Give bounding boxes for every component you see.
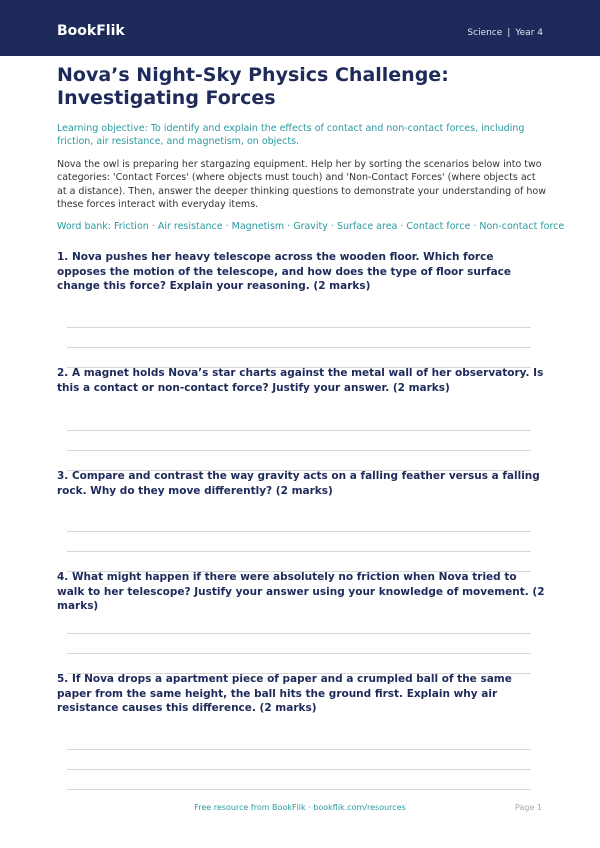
separator: |	[507, 28, 511, 38]
answer-line[interactable]	[67, 347, 531, 348]
page-title: Nova’s Night-Sky Physics Challenge: Investigating Forces	[57, 64, 449, 109]
intro-paragraph: Nova the owl is preparing her stargazing equipment. Help her by sorting the scenarios below into two categories: 'Contact Forces' (where objects must touch) and 'Non-Contact Forces' (where objects act at a distance). Then, answer the deeper thinking questions to demonstrate your understanding of how these forces interact with everyday items.	[57, 159, 546, 211]
subject-year-label	[467, 27, 543, 39]
question-1: 1. Nova pushes her heavy telescope across the wooden floor. Which force opposes the motion of the telescope, and how does the type of floor surface change this force? Explain your reasoning. (2 marks)	[57, 251, 512, 292]
answer-line[interactable]	[67, 327, 531, 328]
answer-line[interactable]	[67, 633, 531, 634]
footer-credit: Free resource from BookFlik · bookflik.com/resources	[194, 803, 406, 812]
answer-line[interactable]	[67, 789, 531, 790]
question-2: 2. A magnet holds Nova’s star charts against the metal wall of her observatory. Is this a contact or non-contact force? Justify your answer. (2 marks)	[57, 367, 544, 394]
answer-line[interactable]	[67, 531, 531, 532]
year-label: Year 4	[515, 28, 543, 38]
header-bar	[0, 0, 600, 56]
question-5: 5. If Nova drops a apartment piece of paper and a crumpled ball of the same paper from the same height, the ball hits the ground first. Explain why air resistance causes this difference. (2 marks)	[57, 673, 512, 714]
word-bank: Word bank: Friction · Air resistance · Magnetism · Gravity · Surface area · Contact force · Non-contact force	[57, 221, 565, 232]
subject-label: Science	[467, 28, 503, 38]
answer-line[interactable]	[67, 551, 531, 552]
page-number: Page 1	[515, 803, 542, 812]
answer-line[interactable]	[67, 430, 531, 431]
answer-line[interactable]	[67, 749, 531, 750]
answer-line[interactable]	[67, 450, 531, 451]
answer-line[interactable]	[67, 653, 531, 654]
answer-line[interactable]	[67, 769, 531, 770]
brand-logo: BookFlik	[57, 23, 125, 39]
learning-objective: Learning objective: To identify and explain the effects of contact and non-contact forces, including friction, air resistance, and magnetism, on objects.	[57, 123, 525, 147]
question-3: 3. Compare and contrast the way gravity acts on a falling feather versus a falling rock. Why do they move differently? (2 marks)	[57, 470, 540, 497]
question-4: 4. What might happen if there were absolutely no friction when Nova tried to walk to her telescope? Justify your answer using your knowledge of movement. (2 marks)	[57, 571, 545, 612]
